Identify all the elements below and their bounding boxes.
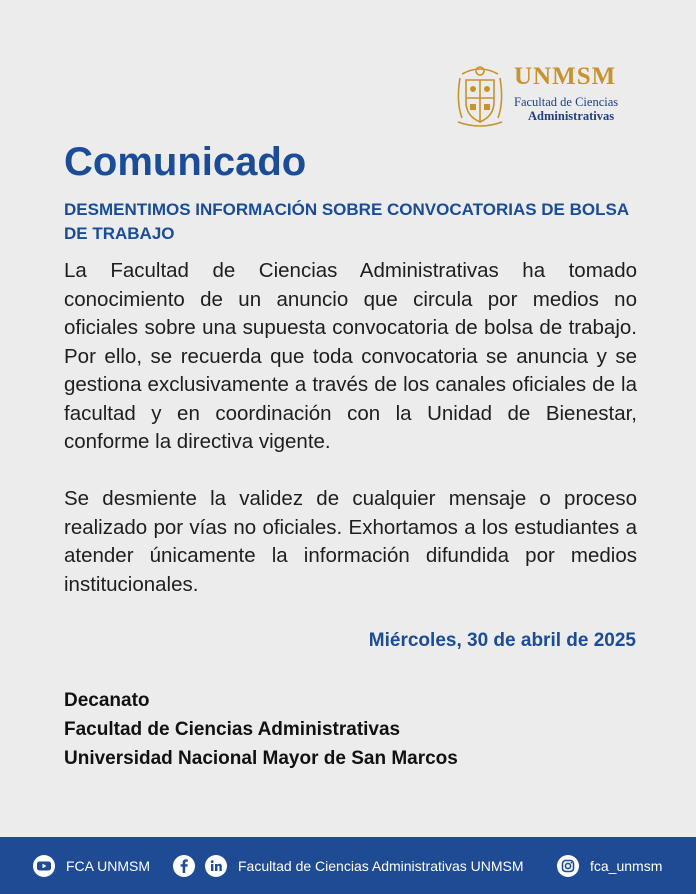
unmsm-logo [452, 62, 642, 128]
signature-line-1: Decanato [64, 690, 150, 711]
footer-facebook-linkedin-label: Facultad de Ciencias Administrativas UNMSM [238, 857, 524, 874]
logo-name: UNMSM [514, 63, 617, 90]
paragraph-2: Se desmiente la validez de cualquier mensaje o proceso realizado por vías no oficiales. Exhortamos a los estudiantes a atender únicamente la información difundida por medios institucionales. [64, 487, 637, 596]
instagram-icon [556, 854, 580, 878]
facebook-icon [172, 854, 196, 878]
signature-line-2: Facultad de Ciencias Administrativas [64, 719, 401, 740]
date: Miércoles, 30 de abril de 2025 [368, 630, 636, 651]
footer-youtube-label: FCA UNMSM [66, 857, 150, 874]
footer-instagram-link[interactable] [556, 837, 662, 894]
subtitle: DESMENTIMOS INFORMACIÓN SOBRE CONVOCATORIAS DE BOLSA DE TRABAJO [64, 200, 629, 243]
footer-bar [0, 837, 696, 894]
footer-youtube-link[interactable] [32, 837, 150, 894]
linkedin-icon [204, 854, 228, 878]
footer-instagram-label: fca_unmsm [590, 857, 663, 874]
footer-facebook-linkedin-link[interactable] [172, 837, 524, 894]
signature-line-3: Universidad Nacional Mayor de San Marcos [64, 748, 458, 769]
logo-faculty-line1: Facultad de Ciencias [514, 95, 619, 109]
page-title: Comunicado [64, 140, 307, 184]
paragraph-1: La Facultad de Ciencias Administrativas ha tomado conocimiento de un anuncio que circula por medios no oficiales sobre una supuesta convocatoria de bolsa de trabajo. Por ello, se recuerda que toda convocatoria se anuncia y se gestiona exclusivamente a través de los canales oficiales de la facultad y en coordinación con la Unidad de Bienestar, conforme la directiva vigente. [64, 259, 637, 453]
signature-block [64, 686, 458, 773]
logo-faculty-line2: Administrativas [528, 109, 615, 123]
youtube-icon [32, 854, 56, 878]
university-crest-icon [452, 62, 508, 128]
